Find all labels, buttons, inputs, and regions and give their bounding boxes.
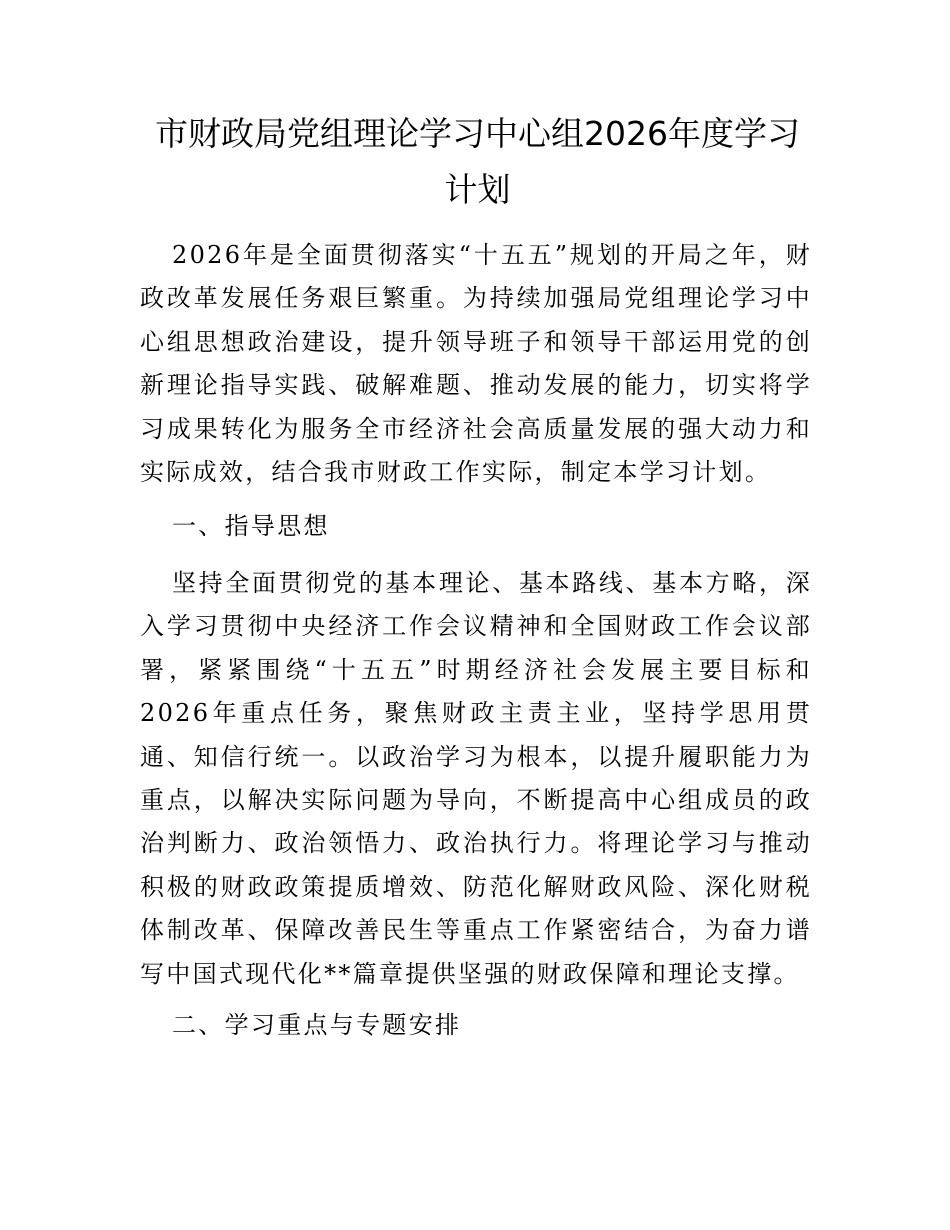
- document-title: 市财政局党组理论学习中心组2026年度学习计划: [155, 114, 800, 209]
- intro-paragraph: 2026年是全面贯彻落实“十五五”规划的开局之年，财政改革发展任务艰巨繁重。为持续加强局党组理论学习中心组思想政治建设，提升领导班子和领导干部运用党的创新理论指导实践、破解难题、推动发展的能力，切实将学习成果转化为服务全市经济社会高质量发展的强大动力和实际成效，结合我市财政工作实际，制定本学习计划。: [140, 241, 812, 487]
- section-heading-study-focus: 二、学习重点与专题安排: [172, 1011, 462, 1039]
- section-heading-guiding-ideology: 一、指导思想: [172, 512, 330, 540]
- guiding-ideology-paragraph: 坚持全面贯彻党的基本理论、基本路线、基本方略，深入学习贯彻中央经济工作会议精神和全国财政工作会议部署，紧紧围绕“十五五”时期经济社会发展主要目标和2026年重点任务，聚焦财政主责主业，坚持学思用贯通、知信行统一。以政治学习为根本，以提升履职能力为重点，以解决实际问题为导向，不断提高中心组成员的政治判断力、政治领悟力、政治执行力。将理论学习与推动积极的财政政策提质增效、防范化解财政风险、深化财税体制改革、保障改善民生等重点工作紧密结合，为奋力谱写中国式现代化**篇章提供坚强的财政保障和理论支撑。: [140, 569, 812, 988]
